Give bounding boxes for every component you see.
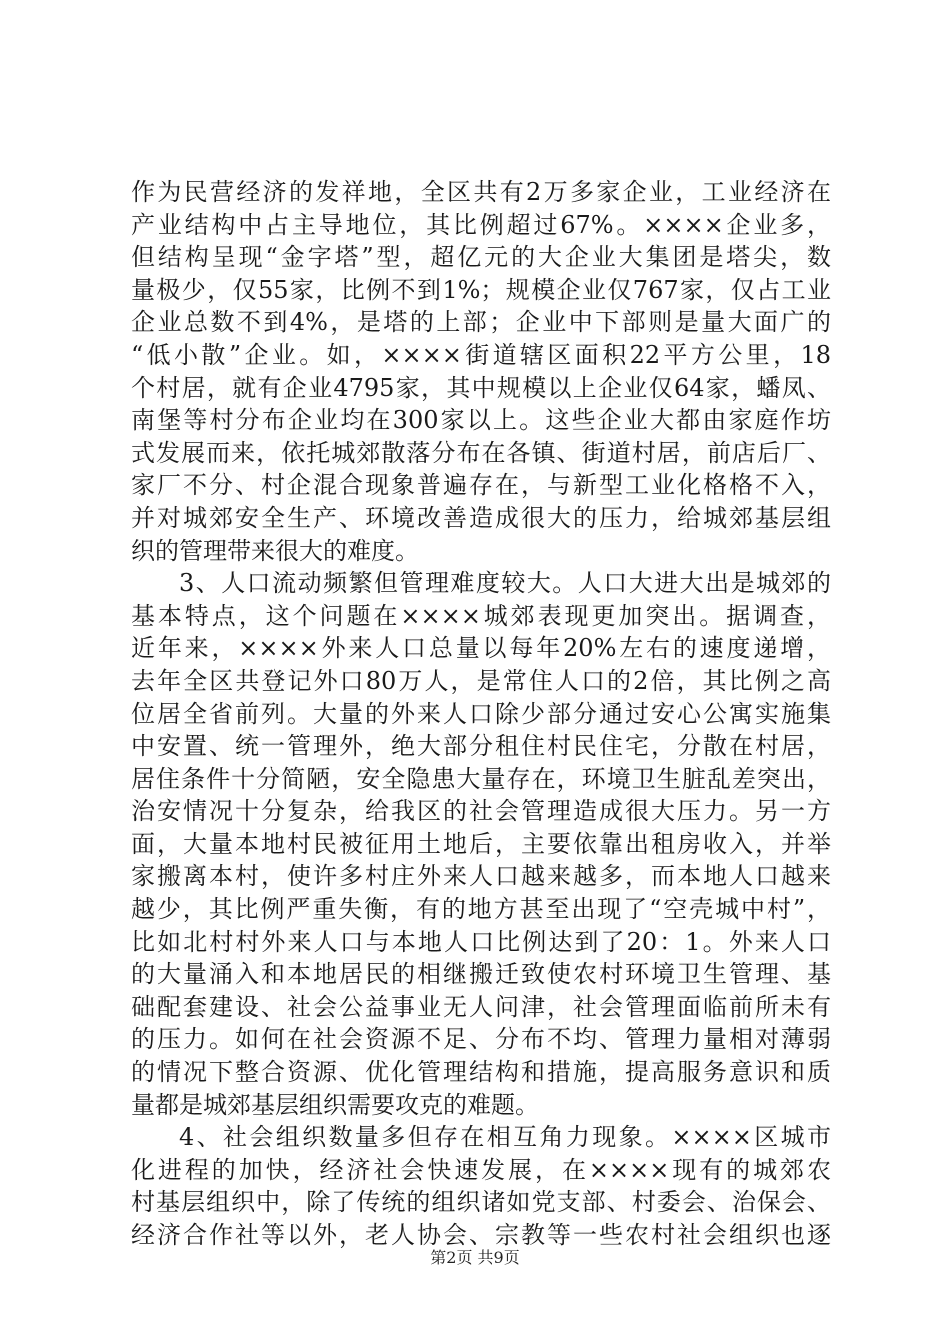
- text-line: 个村居，就有企业4795家，其中规模以上企业仅64家，蟠凤、: [131, 373, 831, 402]
- section-4-heading-line: 4、社会组织数量多但存在相互角力现象。××××区城市: [179, 1123, 831, 1152]
- text-line: 面，大量本地村民被征用土地后，主要依靠出租房收入，并举: [131, 829, 831, 858]
- text-line: 量极少，仅55家，比例不到1%；规模企业仅767家，仅占工业: [131, 275, 831, 304]
- text-line: 的大量涌入和本地居民的相继搬迁致使农村环境卫生管理、基: [131, 960, 831, 989]
- text-line: 但结构呈现“金字塔”型，超亿元的大企业大集团是塔尖，数: [131, 243, 831, 272]
- text-line: 产业结构中占主导地位，其比例超过67%。××××企业多，: [131, 210, 831, 239]
- text-line: 位居全省前列。大量的外来人口除少部分通过安心公寓实施集: [131, 699, 831, 728]
- text-line: 家搬离本村，使许多村庄外来人口越来越多，而本地人口越来: [131, 862, 831, 891]
- text-line: 式发展而来，依托城郊散落分布在各镇、街道村居，前店后厂、: [131, 438, 831, 467]
- text-line: 村基层组织中，除了传统的组织诸如党支部、村委会、治保会、: [131, 1188, 831, 1217]
- text-line: 量都是城郊基层组织需要攻克的难题。: [131, 1090, 539, 1119]
- text-line: 居住条件十分简陋，安全隐患大量存在，环境卫生脏乱差突出，: [131, 764, 831, 793]
- text-line: 中安置、统一管理外，绝大部分租住村民住宅，分散在村居，: [131, 732, 831, 761]
- text-line: 南堡等村分布企业均在300家以上。这些企业大都由家庭作坊: [131, 406, 831, 435]
- text-line: 治安情况十分复杂，给我区的社会管理造成很大压力。另一方: [131, 797, 831, 826]
- text-line: 基本特点，这个问题在××××城郊表现更加突出。据调查，: [131, 601, 831, 630]
- text-line: 家厂不分、村企混合现象普遍存在，与新型工业化格格不入，: [131, 471, 831, 500]
- text-line: 作为民营经济的发祥地，全区共有2万多家企业，工业经济在: [131, 178, 831, 206]
- text-line: 比如北村村外来人口与本地人口比例达到了20：1。外来人口: [131, 927, 831, 956]
- text-line: 企业总数不到4%，是塔的上部；企业中下部则是量大面广的: [131, 308, 831, 337]
- text-line: 织的管理带来很大的难度。: [131, 536, 419, 565]
- section-3-heading-line: 3、人口流动频繁但管理难度较大。人口大进大出是城郊的: [179, 569, 831, 598]
- text-line: 并对城郊安全生产、环境改善造成很大的压力，给城郊基层组: [131, 503, 831, 532]
- text-line: 近年来，××××外来人口总量以每年20%左右的速度递增，: [131, 634, 831, 663]
- text-line: 的情况下整合资源、优化管理结构和措施，提高服务意识和质: [131, 1058, 831, 1087]
- text-line: 的压力。如何在社会资源不足、分布不均、管理力量相对薄弱: [131, 1025, 831, 1054]
- text-line: 化进程的加快，经济社会快速发展，在××××现有的城郊农: [131, 1155, 831, 1184]
- text-line: 越少，其比例严重失衡，有的地方甚至出现了“空壳城中村”，: [131, 895, 831, 924]
- text-line: 经济合作社等以外，老人协会、宗教等一些农村社会组织也逐: [131, 1221, 831, 1249]
- body-text: [131, 176, 831, 1252]
- text-line: 础配套建设、社会公益事业无人问津，社会管理面临前所未有: [131, 992, 831, 1021]
- text-line: 去年全区共登记外口80万人，是常住人口的2倍，其比例之高: [131, 666, 831, 695]
- text-line: “低小散”企业。如，××××街道辖区面积22平方公里，18: [131, 340, 831, 369]
- page-number-footer: 第2页 共9页: [430, 1248, 520, 1267]
